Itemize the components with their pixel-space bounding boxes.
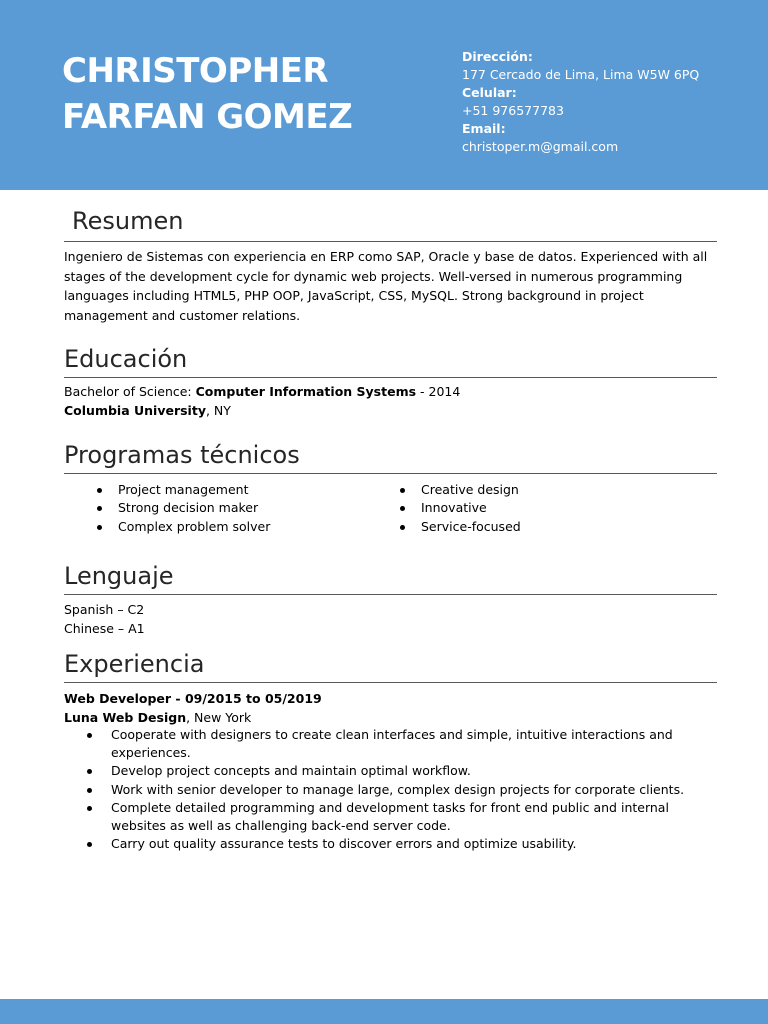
list-item: Cooperate with designers to create clean interfaces and simple, intuitive interactions and experiences. — [87, 726, 687, 762]
section-title-resumen: Resumen — [72, 207, 184, 235]
list-item: Project management — [94, 481, 270, 499]
phone-value: +51 976577783 — [462, 103, 564, 118]
job-title-line — [64, 690, 724, 709]
name-line-1: CHRISTOPHER — [62, 51, 329, 91]
address-label: Dirección: — [462, 49, 533, 64]
section-divider — [64, 594, 717, 595]
list-item: Creative design — [397, 481, 521, 499]
section-title-educacion: Educación — [64, 345, 188, 373]
section-title-lenguaje: Lenguaje — [64, 562, 174, 590]
list-item: Strong decision maker — [94, 499, 270, 517]
section-divider — [64, 377, 717, 378]
resumen-text: Ingeniero de Sistemas con experiencia en ERP como SAP, Oracle y base de datos. Experienced with all stages of the development cycle for dynamic web projects. Well-versed in numerous programming languages including HTML5, PHP OOP, JavaScript, CSS, MySQL. Strong background in project management and customer relations. — [64, 249, 708, 323]
school-name: Columbia University — [64, 402, 206, 418]
list-item: Carry out quality assurance tests to discover errors and optimize usability. — [87, 835, 687, 853]
candidate-name — [62, 48, 432, 140]
degree-prefix: Bachelor of Science: — [64, 384, 196, 399]
section-divider — [64, 682, 717, 683]
section-title-programas: Programas técnicos — [64, 441, 300, 469]
education-degree — [64, 383, 724, 402]
job-company: Luna Web Design — [64, 709, 187, 725]
skills-list-right — [397, 481, 521, 536]
list-item: Service-focused — [397, 518, 521, 536]
skills-list-left — [94, 481, 270, 536]
list-item: Complex problem solver — [94, 518, 270, 536]
email-value: christoper.m@gmail.com — [462, 139, 619, 154]
language-list — [64, 600, 724, 638]
address-value: 177 Cercado de Lima, Lima W5W 6PQ — [462, 67, 700, 82]
job-role: Web Developer — [64, 691, 172, 706]
section-title-experiencia: Experiencia — [64, 650, 205, 678]
list-item: Complete detailed programming and development tasks for front end public and internal websites as well as challenging back-end server code. — [87, 799, 687, 835]
list-item: Work with senior developer to manage large, complex design projects for corporate clients. — [87, 781, 687, 799]
section-divider — [64, 473, 717, 474]
language-item: Spanish – C2 — [64, 602, 145, 617]
name-line-2: FARFAN GOMEZ — [62, 97, 353, 137]
experience-bullets — [87, 726, 687, 853]
language-item: Chinese – A1 — [64, 621, 145, 636]
job-company-line — [64, 709, 724, 728]
job-dates: - 09/2015 to 05/2019 — [171, 691, 322, 706]
header-banner — [0, 0, 768, 190]
section-divider — [64, 241, 717, 242]
education-school — [64, 402, 724, 421]
email-label: Email: — [462, 121, 506, 136]
experience-header — [64, 690, 724, 727]
degree-field: Computer Information Systems — [195, 384, 417, 399]
degree-year: - 2014 — [416, 384, 461, 399]
school-location: , NY — [205, 402, 231, 418]
education-entry — [64, 383, 724, 420]
footer-bar — [0, 999, 768, 1024]
contact-block — [462, 48, 699, 156]
list-item: Develop project concepts and maintain optimal workflow. — [87, 762, 687, 780]
phone-label: Celular: — [462, 85, 517, 100]
list-item: Innovative — [397, 499, 521, 517]
job-location: , New York — [186, 709, 252, 725]
